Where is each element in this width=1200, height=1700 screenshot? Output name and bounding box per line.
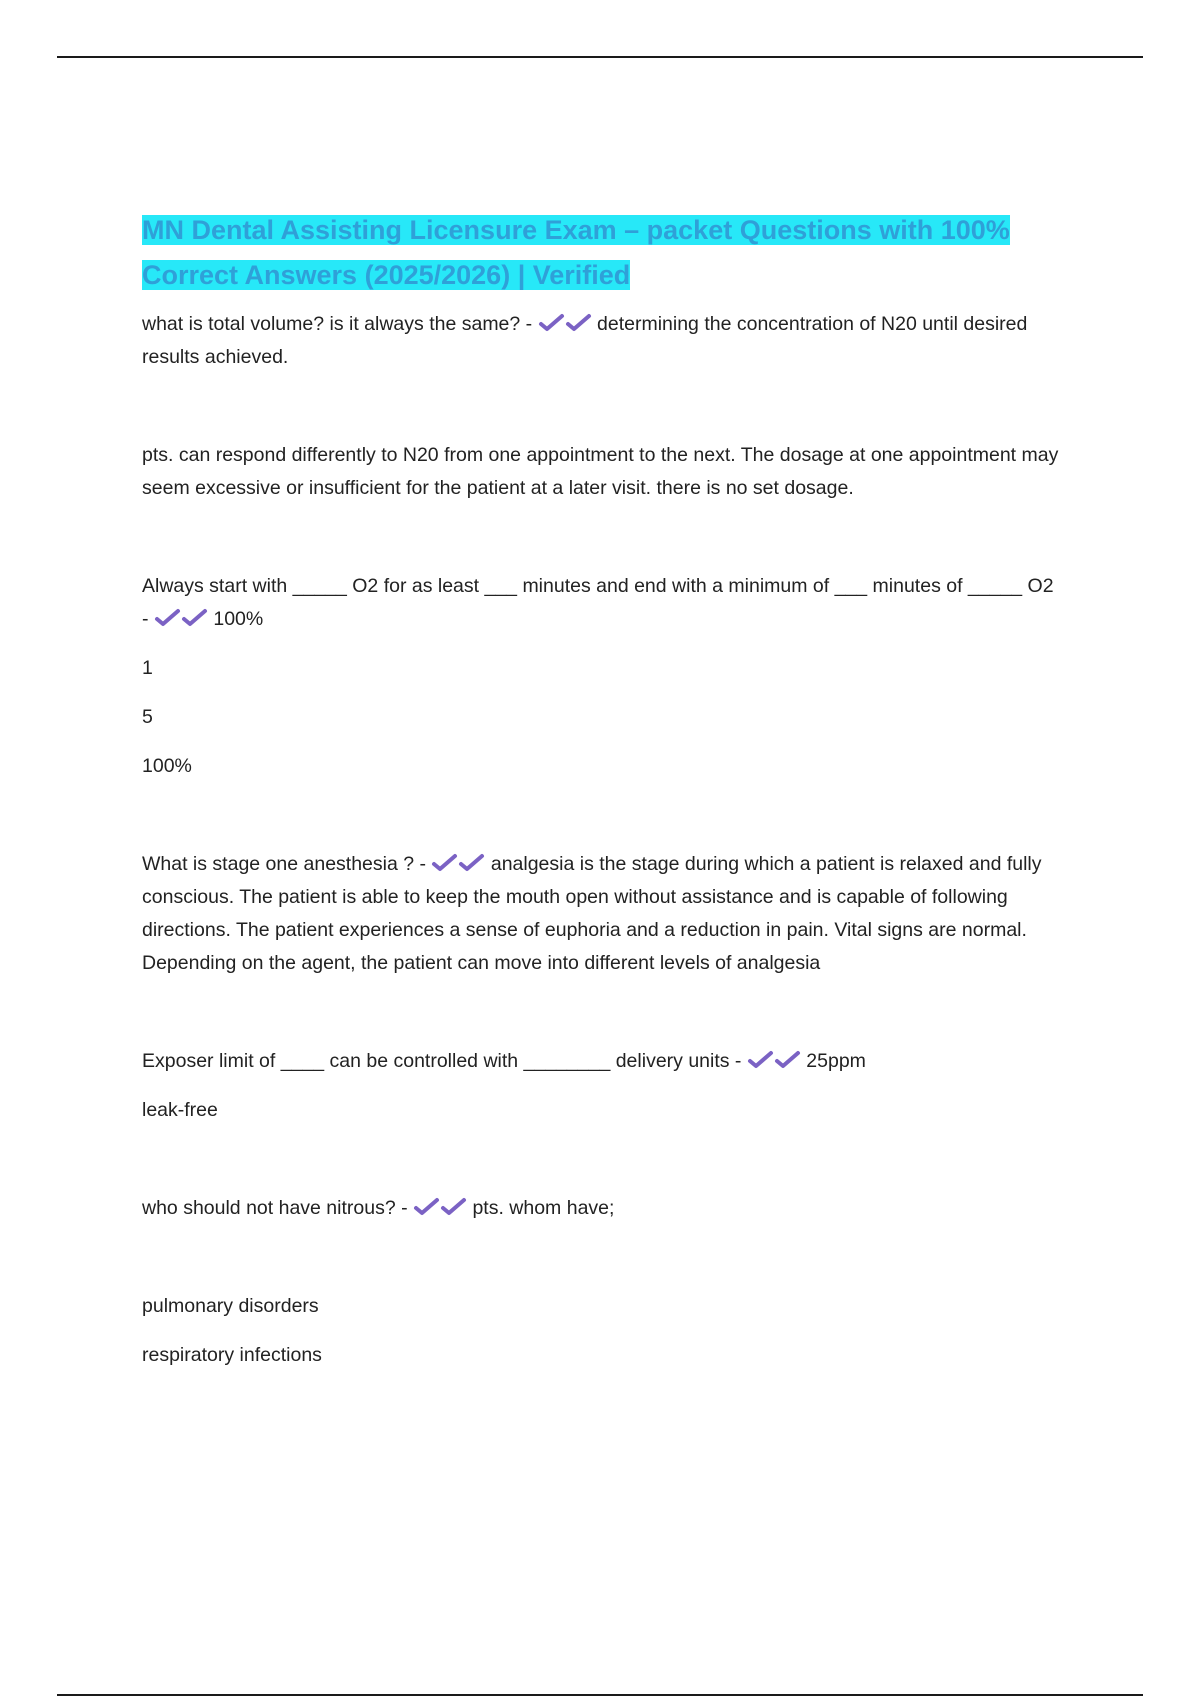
document-body: [142, 208, 1062, 1372]
question-text: Always start with _____ O2 for as least ___ minutes and end with a minimum of ___ minutes of _____ O2 -: [142, 575, 1054, 630]
checkmark-icon: [431, 853, 458, 873]
checkmark-icon: [538, 313, 565, 333]
answer-line: 5: [142, 706, 153, 728]
checkmark-icon: [747, 1050, 774, 1070]
answer-paragraph: pts. can respond differently to N20 from one appointment to the next. The dosage at one appointment may seem excessive or insufficient for the patient at a later visit. there is no set dosage.: [142, 444, 1059, 499]
checkmark-icon: [774, 1050, 801, 1070]
question-text: who should not have nitrous? -: [142, 1197, 408, 1219]
answer-line: pulmonary disorders: [142, 1295, 319, 1317]
answer-text: 25ppm: [806, 1050, 866, 1072]
qa-item-exposure-limit: [142, 1045, 1062, 1078]
checkmark-icon: [181, 608, 208, 628]
answer-line: 1: [142, 657, 153, 679]
checkmark-icon: [458, 853, 485, 873]
header-rule: [57, 56, 1143, 58]
answer-text: pts. whom have;: [472, 1197, 615, 1219]
checkmark-icon: [565, 313, 592, 333]
answer-line: respiratory infections: [142, 1344, 322, 1366]
qa-item-oxygen: [142, 570, 1062, 636]
footer-rule: [57, 1694, 1143, 1696]
checkmark-icon: [154, 608, 181, 628]
answer-line: leak-free: [142, 1099, 218, 1121]
answer-text: determining the concentration of N20 until desired results achieved.: [142, 313, 1028, 368]
qa-item-total-volume: [142, 308, 1062, 374]
question-text: Exposer limit of ____ can be controlled with ________ delivery units -: [142, 1050, 742, 1072]
qa-item-stage-one: [142, 848, 1062, 980]
title-line-2: Correct Answers (2025/2026) | Verified: [142, 260, 631, 290]
checkmark-icon: [440, 1197, 467, 1217]
question-text: what is total volume? is it always the same? -: [142, 313, 533, 335]
document-title: [142, 208, 1062, 298]
question-text: What is stage one anesthesia ? -: [142, 853, 426, 875]
answer-text: analgesia is the stage during which a patient is relaxed and fully conscious. The patient is able to keep the mouth open without assistance and is capable of following directions. The patient experiences a sense of euphoria and a reduction in pain. Vital signs are normal. Depending on the agent, the patient can move into different levels of analgesia: [142, 853, 1042, 974]
answer-text: 100%: [213, 608, 264, 630]
answer-line: 100%: [142, 755, 192, 777]
checkmark-icon: [413, 1197, 440, 1217]
qa-item-nitrous-contraindications: [142, 1192, 1062, 1225]
title-line-1: MN Dental Assisting Licensure Exam – packet Questions with 100%: [142, 215, 1010, 245]
